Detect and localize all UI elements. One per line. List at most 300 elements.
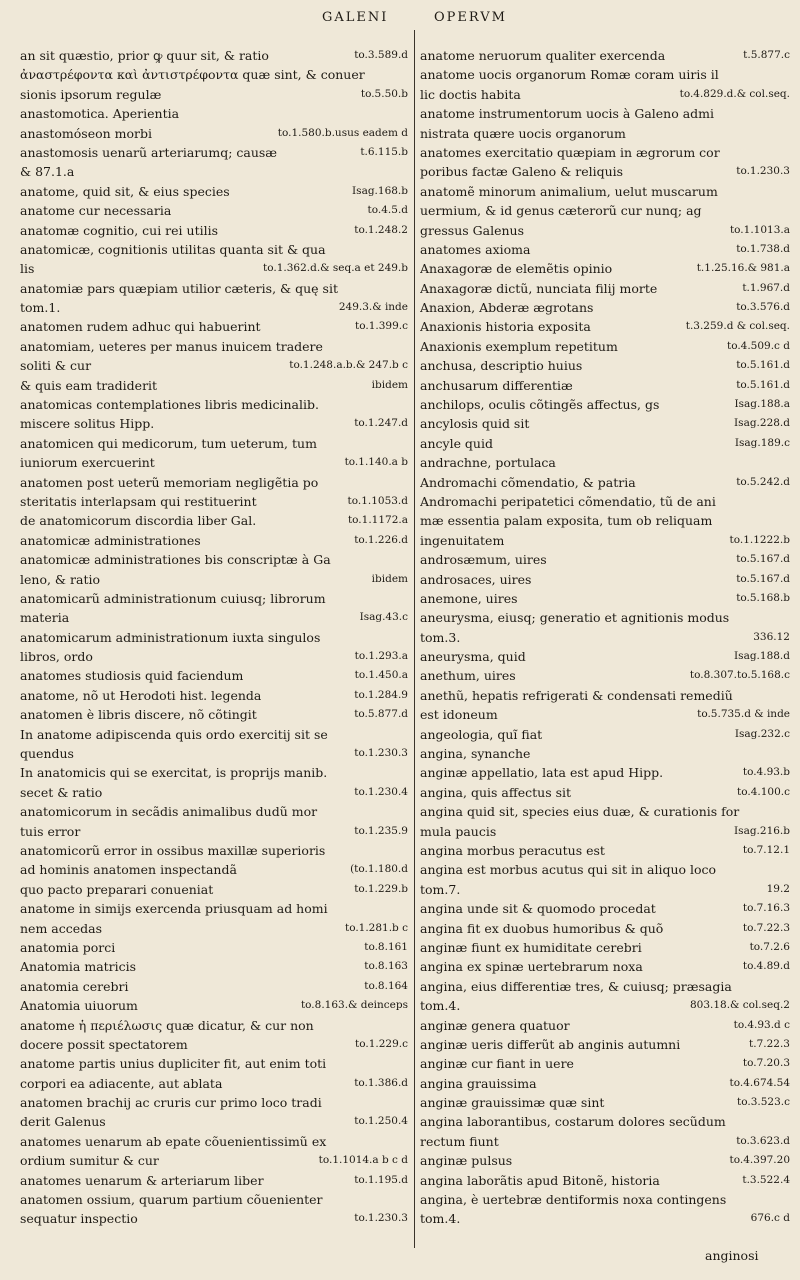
entry-text: anatomiam, ueteres per manus inuicem tradere bbox=[20, 338, 323, 354]
entry-text: angina fit ex duobus humoribus & quõ bbox=[420, 920, 664, 936]
entry-text: anatomicen qui medicorum, tum ueterum, tum bbox=[20, 435, 317, 451]
entry-text: anatomiæ pars quæpiam utilior cæteris, & quę sit bbox=[20, 280, 338, 296]
entry-reference: to.5.161.d bbox=[736, 378, 790, 391]
index-entry bbox=[420, 259, 790, 278]
entry-text: iuniorum exercuerint bbox=[20, 455, 155, 471]
entry-text: angina ex spinæ uertebrarum noxa bbox=[420, 959, 643, 975]
catchword: anginosi bbox=[705, 1248, 759, 1263]
index-entry bbox=[20, 628, 408, 647]
entry-reference: to.1.229.c bbox=[355, 1037, 408, 1050]
index-entry bbox=[20, 705, 408, 724]
index-entry bbox=[20, 221, 408, 240]
entry-text: anatomicæ administrationes bbox=[20, 532, 201, 548]
index-entry bbox=[20, 725, 408, 744]
index-entry bbox=[20, 240, 408, 259]
entry-reference: to.4.100.c bbox=[737, 785, 790, 798]
index-entry bbox=[420, 1190, 790, 1209]
left-column bbox=[20, 46, 408, 1229]
entry-text: In anatome adipiscenda quis ordo exercitij sit se bbox=[20, 726, 328, 742]
index-entry bbox=[420, 628, 790, 647]
entry-text: steritatis interlapsam qui restituerint bbox=[20, 493, 257, 509]
entry-text: Anaxagoræ dictũ, nunciata filij morte bbox=[420, 280, 658, 296]
entry-reference: to.5.168.b bbox=[736, 591, 790, 604]
index-entry bbox=[20, 880, 408, 899]
entry-reference: 249.3.& inde bbox=[338, 301, 408, 314]
index-entry bbox=[20, 938, 408, 957]
index-entry bbox=[420, 1074, 790, 1093]
index-entry bbox=[20, 511, 408, 530]
entry-text: anatome partis unius dupliciter fit, aut enim toti bbox=[20, 1056, 327, 1072]
entry-text: anatome ἡ περιέλωσις quæ dicatur, & cur non bbox=[20, 1017, 314, 1033]
index-entry bbox=[420, 783, 790, 802]
index-entry bbox=[20, 977, 408, 996]
entry-reference: t.5.877.c bbox=[743, 48, 790, 61]
entry-reference: to.1.738.d bbox=[736, 242, 790, 255]
index-entry bbox=[420, 667, 790, 686]
entry-text: Anaxion, Abderæ ægrotans bbox=[420, 300, 594, 316]
entry-reference: to.1.386.d bbox=[354, 1076, 408, 1089]
index-entry bbox=[420, 570, 790, 589]
entry-text: Andromachi cõmendatio, & patria bbox=[420, 474, 636, 490]
entry-text: tom.3. bbox=[420, 629, 461, 645]
entry-text: In anatomicis qui se exercitat, is proprijs manib. bbox=[20, 765, 328, 781]
entry-reference: to.4.93.b bbox=[742, 766, 790, 779]
index-entry bbox=[420, 608, 790, 627]
entry-text: anatome in simijs exercenda priusquam ad homi bbox=[20, 901, 328, 917]
index-entry bbox=[20, 802, 408, 821]
entry-text: poribus factæ Galeno & reliquis bbox=[420, 164, 624, 180]
entry-reference: to.5.877.d bbox=[354, 708, 408, 721]
running-header bbox=[0, 8, 800, 30]
index-entry bbox=[420, 647, 790, 666]
index-entry bbox=[420, 182, 790, 201]
index-entry bbox=[20, 1132, 408, 1151]
entry-text: an sit quæstio, prior ꝙ quur sit, & ratio bbox=[20, 47, 269, 63]
index-entry bbox=[420, 686, 790, 705]
entry-reference: to.4.89.d bbox=[742, 960, 790, 973]
entry-reference: to.1.450.a bbox=[354, 669, 408, 682]
index-entry bbox=[420, 240, 790, 259]
entry-text: angina, è uertebræ dentiformis noxa contingens bbox=[420, 1192, 727, 1208]
entry-reference: to.7.22.3 bbox=[742, 921, 790, 934]
entry-text: & 87.1.a bbox=[20, 164, 75, 180]
index-entry bbox=[420, 725, 790, 744]
index-entry bbox=[20, 259, 408, 278]
entry-reference: to.1.1013.a bbox=[729, 223, 790, 236]
entry-reference: to.8.307.to.5.168.c bbox=[689, 669, 790, 682]
index-entry bbox=[420, 279, 790, 298]
index-entry bbox=[20, 182, 408, 201]
index-entry bbox=[20, 667, 408, 686]
entry-text: anatomẽ minorum animalium, uelut muscarum bbox=[420, 183, 718, 199]
index-entry bbox=[20, 356, 408, 375]
index-entry bbox=[420, 356, 790, 375]
index-entry bbox=[420, 589, 790, 608]
entry-reference: Isag.43.c bbox=[359, 611, 408, 624]
entry-text: anatomicæ, cognitionis utilitas quanta sit & qua bbox=[20, 241, 326, 257]
entry-text: mula paucis bbox=[420, 823, 497, 839]
entry-text: quo pacto preparari conueniat bbox=[20, 881, 214, 897]
entry-text: anatomes axioma bbox=[420, 241, 531, 257]
entry-text: angina est morbus acutus qui sit in aliquo loco bbox=[420, 862, 717, 878]
index-entry bbox=[420, 46, 790, 65]
entry-reference: t.6.115.b bbox=[360, 145, 408, 158]
entry-text: anginæ fiunt ex humiditate cerebri bbox=[420, 939, 642, 955]
entry-text: anatome, quid sit, & eius species bbox=[20, 183, 230, 199]
entry-text: rectum fiunt bbox=[420, 1133, 499, 1149]
entry-reference: Isag.216.b bbox=[734, 824, 790, 837]
entry-text: Anaxionis historia exposita bbox=[420, 319, 591, 335]
entry-reference: to.1.226.d bbox=[354, 533, 408, 546]
index-entry bbox=[20, 647, 408, 666]
entry-reference: to.1.1222.b bbox=[729, 533, 790, 546]
entry-text: aneurysma, eiusq; generatio et agnitionis modus bbox=[420, 610, 730, 626]
entry-text: sequatur inspectio bbox=[20, 1211, 138, 1227]
entry-reference: to.1.230.3 bbox=[736, 165, 790, 178]
entry-text: tom.1. bbox=[20, 300, 61, 316]
entry-reference: to.4.509.c d bbox=[726, 339, 790, 352]
entry-text: angina, eius differentiæ tres, & cuiusq; præsagia bbox=[420, 978, 732, 994]
entry-text: derit Galenus bbox=[20, 1114, 106, 1130]
index-entry bbox=[420, 938, 790, 957]
index-entry bbox=[20, 46, 408, 65]
entry-text: anchusarum differentiæ bbox=[420, 377, 573, 393]
entry-reference: to.1.580.b.usus eadem d bbox=[277, 126, 408, 139]
index-entry bbox=[420, 434, 790, 453]
index-entry bbox=[420, 550, 790, 569]
index-entry bbox=[20, 1171, 408, 1190]
index-entry bbox=[20, 531, 408, 550]
index-entry bbox=[20, 279, 408, 298]
index-entry bbox=[20, 608, 408, 627]
entry-text: anatomes uenarum & arteriarum liber bbox=[20, 1172, 264, 1188]
entry-text: anatome instrumentorum uocis à Galeno admi bbox=[420, 106, 715, 122]
entry-reference: to.4.5.d bbox=[367, 204, 408, 217]
index-entry bbox=[420, 899, 790, 918]
entry-reference: 19.2 bbox=[766, 882, 790, 895]
entry-text: gressus Galenus bbox=[420, 222, 524, 238]
entry-reference: to.8.163.& deinceps bbox=[300, 999, 408, 1012]
entry-reference: to.1.195.d bbox=[354, 1173, 408, 1186]
index-entry bbox=[20, 996, 408, 1015]
entry-text: anatomen brachij ac cruris cur primo loco tradi bbox=[20, 1095, 322, 1111]
index-entry bbox=[20, 124, 408, 143]
entry-reference: t.1.967.d bbox=[742, 281, 790, 294]
entry-text: anatomia porci bbox=[20, 939, 116, 955]
entry-text: mæ essentia palam exposita, tum ob reliquam bbox=[420, 513, 713, 529]
index-entry bbox=[420, 531, 790, 550]
entry-text: angeologia, quĩ fiat bbox=[420, 726, 543, 742]
entry-reference: to.1.140.a b bbox=[344, 456, 408, 469]
entry-reference: to.1.247.d bbox=[354, 417, 408, 430]
index-entry bbox=[20, 104, 408, 123]
entry-reference: to.5.735.d & inde bbox=[697, 708, 790, 721]
entry-text: anethũ, hepatis refrigerati & condensati remediũ bbox=[420, 687, 733, 703]
entry-reference: to.3.623.d bbox=[736, 1134, 790, 1147]
entry-reference: to.1.293.a bbox=[354, 650, 408, 663]
index-entry bbox=[420, 1171, 790, 1190]
index-entry bbox=[420, 744, 790, 763]
entry-text: leno, & ratio bbox=[20, 571, 100, 587]
entry-text: quendus bbox=[20, 746, 74, 762]
entry-reference: to.1.248.2 bbox=[354, 223, 408, 236]
index-entry bbox=[420, 1209, 790, 1228]
column-rule bbox=[414, 30, 415, 1248]
index-entry bbox=[20, 1054, 408, 1073]
index-entry bbox=[20, 763, 408, 782]
index-entry bbox=[20, 1093, 408, 1112]
index-entry bbox=[420, 977, 790, 996]
index-entry bbox=[420, 511, 790, 530]
entry-text: anatomicorum in secãdis animalibus dudũ mor bbox=[20, 804, 318, 820]
index-entry bbox=[420, 957, 790, 976]
entry-text: anatomes studiosis quid faciendum bbox=[20, 668, 244, 684]
index-entry bbox=[20, 1151, 408, 1170]
entry-text: miscere solitus Hipp. bbox=[20, 416, 155, 432]
entry-text: uermium, & id genus cæterorũ cur nunq; ag bbox=[420, 203, 702, 219]
entry-text: angina quid sit, species eius duæ, & curationis for bbox=[420, 804, 740, 820]
entry-text: tom.4. bbox=[420, 998, 461, 1014]
entry-reference: t.3.259.d & col.seq. bbox=[685, 320, 790, 333]
entry-text: aneurysma, quid bbox=[420, 649, 526, 665]
entry-text: angina unde sit & quomodo procedat bbox=[420, 901, 656, 917]
entry-text: angina, quis affectus sit bbox=[420, 784, 572, 800]
entry-text: lis bbox=[20, 261, 35, 277]
entry-text: & quis eam tradiderit bbox=[20, 377, 158, 393]
entry-text: anatomæ cognitio, cui rei utilis bbox=[20, 222, 218, 238]
entry-reference: to.5.167.d bbox=[736, 572, 790, 585]
entry-text: tuis error bbox=[20, 823, 81, 839]
index-entry bbox=[420, 453, 790, 472]
entry-text: anatomicarum administrationum iuxta singulos bbox=[20, 629, 321, 645]
entry-reference: to.1.250.4 bbox=[354, 1115, 408, 1128]
entry-text: Anatomia uiuorum bbox=[20, 998, 138, 1014]
entry-text: anatomicorũ error in ossibus maxillæ superioris bbox=[20, 843, 326, 858]
entry-text: anginæ genera quatuor bbox=[420, 1017, 570, 1033]
index-entry bbox=[420, 1132, 790, 1151]
entry-reference: to.1.235.9 bbox=[354, 824, 408, 837]
index-entry bbox=[20, 1209, 408, 1228]
entry-reference: ibidem bbox=[371, 572, 408, 585]
entry-reference: to.5.167.d bbox=[736, 553, 790, 566]
entry-reference: to.1.230.3 bbox=[354, 747, 408, 760]
index-entry bbox=[420, 85, 790, 104]
entry-reference: to.4.674.54 bbox=[729, 1076, 790, 1089]
entry-text: ad hominis anatomen inspectandã bbox=[20, 862, 237, 878]
entry-reference: to.3.576.d bbox=[736, 301, 790, 314]
entry-text: ancylosis quid sit bbox=[420, 416, 530, 432]
entry-text: anatomen post ueterũ memoriam negligẽtia po bbox=[20, 474, 319, 490]
index-entry bbox=[20, 783, 408, 802]
index-entry bbox=[20, 162, 408, 181]
entry-text: est idoneum bbox=[420, 707, 498, 723]
entry-text: soliti & cur bbox=[20, 358, 92, 374]
index-entry bbox=[20, 376, 408, 395]
entry-text: angina, synanche bbox=[420, 746, 531, 762]
entry-reference: to.4.397.20 bbox=[729, 1154, 790, 1167]
entry-reference: ibidem bbox=[371, 378, 408, 391]
entry-reference: to.3.523.c bbox=[737, 1096, 790, 1109]
entry-text: anginæ grauissimæ quæ sint bbox=[420, 1095, 605, 1111]
entry-text: ingenuitatem bbox=[420, 532, 505, 548]
entry-reference: to.1.362.d.& seq.a et 249.b bbox=[263, 262, 408, 275]
index-entry bbox=[20, 686, 408, 705]
index-entry bbox=[420, 1016, 790, 1035]
entry-text: androsaces, uires bbox=[420, 571, 532, 587]
entry-text: anatome uocis organorum Romæ coram uiris il bbox=[420, 67, 719, 83]
entry-text: anastomosis uenarũ arteriarumq; causæ bbox=[20, 144, 278, 160]
entry-text: tom.7. bbox=[420, 881, 461, 897]
entry-text: angina grauissima bbox=[420, 1075, 537, 1091]
index-entry bbox=[20, 1035, 408, 1054]
index-entry bbox=[20, 453, 408, 472]
entry-reference: Isag.228.d bbox=[734, 417, 790, 430]
index-entry bbox=[420, 802, 790, 821]
entry-text: anastomotica. Aperientia bbox=[20, 106, 180, 122]
index-entry bbox=[20, 65, 408, 84]
entry-text: Andromachi peripatetici cõmendatio, tũ de ani bbox=[420, 493, 716, 509]
entry-reference: to.1.230.4 bbox=[354, 785, 408, 798]
index-entry bbox=[20, 414, 408, 433]
index-entry bbox=[20, 1190, 408, 1209]
entry-text: Anatomia matricis bbox=[20, 959, 137, 975]
running-header-right: OPERVM bbox=[434, 10, 507, 25]
entry-reference: to.8.161 bbox=[364, 940, 408, 953]
entry-reference: 803.18.& col.seq.2 bbox=[689, 999, 790, 1012]
index-entry bbox=[20, 1112, 408, 1131]
index-entry bbox=[20, 337, 408, 356]
entry-reference: to.8.163 bbox=[364, 960, 408, 973]
entry-text: anemone, uires bbox=[420, 590, 518, 606]
entry-text: andrachne, portulaca bbox=[420, 455, 556, 471]
index-entry bbox=[20, 919, 408, 938]
entry-text: anatome cur necessaria bbox=[20, 203, 172, 219]
entry-text: libros, ordo bbox=[20, 649, 93, 665]
index-entry bbox=[20, 744, 408, 763]
entry-reference: to.1.1053.d bbox=[347, 494, 408, 507]
entry-text: sionis ipsorum regulæ bbox=[20, 86, 162, 102]
entry-reference: to.7.16.3 bbox=[742, 902, 790, 915]
index-entry bbox=[20, 317, 408, 336]
entry-text: anatome neruorum qualiter exercenda bbox=[420, 47, 666, 63]
index-entry bbox=[20, 395, 408, 414]
entry-reference: Isag.189.c bbox=[734, 436, 790, 449]
index-entry bbox=[420, 65, 790, 84]
entry-text: angina laborantibus, costarum dolores secũdum bbox=[420, 1114, 726, 1130]
entry-reference: to.1.248.a.b.& 247.b c bbox=[289, 359, 408, 372]
entry-reference: to.7.12.1 bbox=[742, 844, 790, 856]
index-entry bbox=[20, 550, 408, 569]
entry-reference: t.1.25.16.& 981.a bbox=[696, 262, 790, 275]
entry-reference: to.1.1014.a b c d bbox=[318, 1154, 408, 1167]
index-entry bbox=[420, 763, 790, 782]
entry-text: nistrata quære uocis organorum bbox=[420, 125, 626, 141]
entry-text: anatomicæ administrationes bis conscriptæ à Ga bbox=[20, 552, 331, 568]
entry-text: docere possit spectatorem bbox=[20, 1036, 188, 1052]
entry-text: de anatomicorum discordia liber Gal. bbox=[20, 513, 257, 529]
entry-reference: to.1.1172.a bbox=[347, 514, 408, 527]
entry-text: corpori ea adiacente, aut ablata bbox=[20, 1075, 223, 1091]
entry-text: anatomen ossium, quarum partium cõuenienter bbox=[20, 1192, 323, 1208]
index-entry bbox=[420, 1151, 790, 1170]
entry-text: anginæ ueris differũt ab anginis autumni bbox=[420, 1036, 681, 1052]
entry-reference: to.7.20.3 bbox=[742, 1057, 790, 1070]
entry-reference: 336.12 bbox=[753, 630, 790, 643]
index-entry bbox=[420, 1112, 790, 1131]
index-entry bbox=[20, 298, 408, 317]
entry-text: anchusa, descriptio huius bbox=[420, 358, 583, 374]
entry-text: anginæ cur fiant in uere bbox=[420, 1056, 574, 1072]
entry-text: anatomia cerebri bbox=[20, 978, 129, 994]
index-entry bbox=[420, 919, 790, 938]
entry-reference: to.4.93.d c bbox=[733, 1018, 790, 1031]
index-entry bbox=[20, 473, 408, 492]
entry-reference: to.3.589.d bbox=[354, 48, 408, 61]
entry-text: ancyle quid bbox=[420, 435, 493, 451]
entry-text: anatomes exercitatio quæpiam in ægrorum cor bbox=[420, 144, 720, 160]
entry-text: anginæ appellatio, lata est apud Hipp. bbox=[420, 765, 664, 781]
index-entry bbox=[20, 957, 408, 976]
index-entry bbox=[420, 221, 790, 240]
index-entry bbox=[20, 1074, 408, 1093]
entry-text: anatome, nõ ut Herodoti hist. legenda bbox=[20, 687, 262, 703]
entry-text: nem accedas bbox=[20, 920, 102, 936]
entry-reference: to.4.829.d.& col.seq. bbox=[679, 87, 790, 100]
index-entry bbox=[420, 395, 790, 414]
entry-reference: to.1.229.b bbox=[354, 882, 408, 895]
index-entry bbox=[420, 473, 790, 492]
entry-text: lic doctis habita bbox=[420, 86, 521, 102]
entry-text: anethum, uires bbox=[420, 668, 516, 684]
entry-reference: to.1.284.9 bbox=[354, 688, 408, 701]
running-header-left: GALENI bbox=[322, 10, 389, 25]
index-entry bbox=[420, 996, 790, 1015]
index-entry bbox=[420, 1093, 790, 1112]
entry-text: anatomes uenarum ab epate cõuenientissimũ ex bbox=[20, 1133, 327, 1149]
entry-text: tom.4. bbox=[420, 1211, 461, 1227]
index-entry bbox=[420, 143, 790, 162]
entry-text: anatomicas contemplationes libris medicinalib. bbox=[20, 397, 319, 413]
index-entry bbox=[20, 899, 408, 918]
index-entry bbox=[420, 376, 790, 395]
entry-text: ordium sumitur & cur bbox=[20, 1153, 159, 1169]
index-entry bbox=[420, 124, 790, 143]
index-entry bbox=[20, 1016, 408, 1035]
index-entry bbox=[20, 434, 408, 453]
index-entry bbox=[420, 317, 790, 336]
entry-text: anatomicarũ administrationum cuiusq; librorum bbox=[20, 590, 326, 606]
entry-text: secet & ratio bbox=[20, 784, 103, 800]
entry-reference: to.8.164 bbox=[364, 979, 408, 992]
index-entry bbox=[420, 880, 790, 899]
index-entry bbox=[20, 589, 408, 608]
entry-reference: 676.c d bbox=[750, 1212, 790, 1225]
index-entry bbox=[20, 822, 408, 841]
index-entry bbox=[420, 162, 790, 181]
index-entry bbox=[420, 298, 790, 317]
entry-reference: to.7.2.6 bbox=[749, 940, 790, 953]
entry-text: Anaxionis exemplum repetitum bbox=[420, 338, 618, 354]
index-entry bbox=[20, 841, 408, 860]
index-entry bbox=[20, 85, 408, 104]
entry-reference: Isag.168.b bbox=[352, 184, 408, 197]
right-column bbox=[420, 46, 790, 1229]
entry-text: anginæ pulsus bbox=[420, 1153, 513, 1169]
index-entry bbox=[20, 143, 408, 162]
index-entry bbox=[20, 570, 408, 589]
entry-text: androsæmum, uires bbox=[420, 552, 547, 568]
entry-reference: (to.1.180.d bbox=[350, 863, 408, 876]
